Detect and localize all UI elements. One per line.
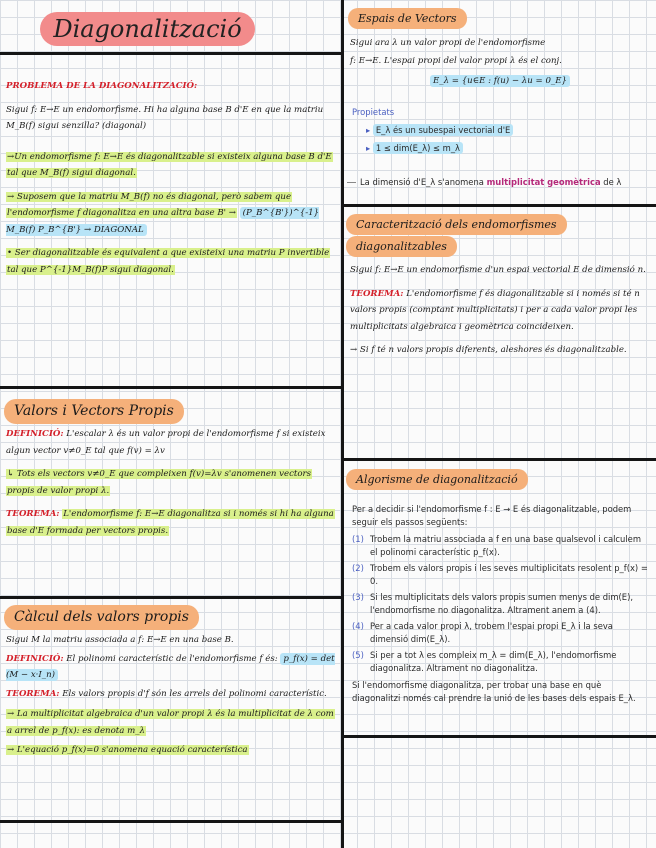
- page-title: Diagonalització: [40, 12, 255, 46]
- calcul-teo-text: Els valors propis d'f són les arrels del polinomi característic.: [62, 688, 327, 699]
- problema-section: [6, 78, 336, 285]
- algorisme-step: (4) Per a cada valor propi λ, trobem l'espai propi E_λ i la seva dimensió dim(E_λ).: [352, 621, 613, 644]
- algorisme-step: (1) Trobem la matriu associada a f en una base qualsevol i calculem el polinomi característic p_f(x).: [352, 534, 641, 557]
- caracteritzacio-teo-label: TEOREMA:: [350, 288, 404, 299]
- espais-line1: Sigui ara λ un valor propi de l'endomorfisme: [350, 38, 546, 48]
- valors-section: [6, 426, 336, 546]
- propietats-label: Propietats: [352, 107, 395, 117]
- suposem-formula: (P_B^{B'})^{-1} M_B(f) P_B^{B'} → DIAGONAL: [6, 208, 320, 235]
- calcul-title: Càlcul dels valors propis: [4, 605, 199, 630]
- def-diagonalitzable: →Un endomorfisme f: E→E és diagonalitzable si existeix alguna base B d'E tal que M_B(f) sigui diagonal.: [7, 151, 332, 178]
- espais-section: [350, 34, 650, 90]
- algorisme-step: (5) Si per a tot λ es compleix m_λ = dim(E_λ), l'endomorfisme diagonalitza. Altrament no diagonalitza.: [352, 650, 617, 673]
- calcul-def-text: El polinomi característic de l'endomorfisme f és:: [66, 653, 278, 664]
- divider: [344, 735, 656, 738]
- divider: [344, 458, 656, 461]
- algorisme-outro: Si l'endomorfisme diagonalitza, per trobar una base en què diagonalitzi només cal prendre la unió de les bases dels espais E_λ.: [352, 680, 636, 703]
- valors-def-label: DEFINICIÓ:: [6, 429, 64, 439]
- multiplicitat-geometrica-line: La dimensió d'E_λ s'anomena multiplicitat geomètrica de λ: [360, 177, 622, 187]
- bullet-icon: ▸: [366, 125, 371, 135]
- divider: [0, 52, 341, 55]
- algorisme-title: Algorisme de diagonalització: [346, 469, 528, 490]
- caracteritzacio-section: [350, 262, 650, 366]
- valors-teo-text: L'endomorfisme f: E→E diagonalitza si i només si hi ha alguna base d'E formada per vectors propis.: [7, 509, 334, 536]
- valors-teo-label: TEOREMA:: [6, 509, 60, 519]
- problema-heading: PROBLEMA DE LA DIAGONALITZACIÓ:: [6, 81, 198, 91]
- espai-propi-formula: E_λ = {u∈E : f(u) − λu = 0_E}: [430, 75, 570, 87]
- valors-title: Valors i Vectors Propis: [4, 399, 184, 424]
- polinomi-formula: p_f(x) = det (M − x·I_n): [6, 653, 335, 680]
- caracteritzacio-nota: → Si f té n valors propis diferents, aleshores és diagonalitzable.: [350, 345, 627, 355]
- divider: [0, 596, 341, 599]
- algorisme-step: (3) Si les multiplicitats dels valors propis sumen menys de dim(E), l'endomorfisme no diagonalitza. Altrament anem a (4).: [352, 592, 634, 615]
- divider: [344, 204, 656, 207]
- equacio-text: → L'equació p_f(x)=0 s'anomena equació característica: [7, 745, 248, 755]
- propietat-1: E_λ és un subespai vectorial d'E: [373, 124, 513, 136]
- calcul-section: [6, 632, 336, 766]
- algorisme-section: [352, 503, 650, 705]
- caracteritzacio-title-2: diagonalitzables: [346, 236, 457, 257]
- espais-line2: f: E→E. L'espai propi del valor propi λ és el conj.: [350, 56, 562, 66]
- caracteritzacio-title-1: Caracterització dels endomorfismes: [346, 214, 567, 235]
- problema-text: Sigui f: E→E un endomorfisme. Hi ha alguna base B d'E en que la matriu M_B(f) sigui senzilla? (diagonal): [6, 104, 324, 131]
- calcul-teo-label: TEOREMA:: [6, 688, 60, 699]
- caracteritzacio-intro: Sigui f: E→E un endomorfisme d'un espai vectorial E de dimensió n.: [350, 265, 646, 275]
- propietat-2: 1 ≤ dim(E_λ) ≤ m_λ: [373, 142, 463, 154]
- divider: [0, 820, 341, 823]
- equivalencia-text: • Ser diagonalitzable és equivalent a que existeixi una matriu P invertible tal que P^{-1}M_B(f)P sigui diagonal.: [7, 248, 330, 275]
- divider-thin: [347, 182, 356, 183]
- algorisme-intro: Per a decidir si l'endomorfisme f : E → E és diagonalitzable, podem seguir els passos següents:: [352, 504, 632, 527]
- divider: [341, 0, 344, 848]
- espais-title: Espais de Vectors: [348, 8, 467, 29]
- divider: [0, 386, 341, 389]
- vectors-propis-text: ↳ Tots els vectors v≠0_E que compleixen f(v)=λv s'anomenen vectors propis de valor propi λ.: [7, 469, 312, 496]
- caracteritzacio-teo-text: L'endomorfisme f és diagonalitzable si i només si té n valors propis (comptant multiplicitats) i per a cada valor propi les multiplicitats algebraica i geomètrica coincideixen.: [350, 288, 640, 332]
- propietats-box: [352, 106, 650, 155]
- algorisme-step: (2) Trobem els valors propis i les seves multiplicitats resolent p_f(x) = 0.: [352, 563, 648, 586]
- multiplicitat-text: → La multiplicitat algebraica d'un valor propi λ és la multiplicitat de λ com a arrel de p_f(x): es denota m_λ: [7, 709, 334, 736]
- suposem-text: → Suposem que la matriu M_B(f) no és diagonal, però sabem que l'endomorfisme f diagonalitza en una altra base B' →: [7, 191, 292, 218]
- calcul-def-label: DEFINICIÓ:: [6, 653, 64, 664]
- algorisme-steps: [352, 533, 650, 675]
- valors-def-text: L'escalar λ és un valor propi de l'endomorfisme f si existeix algun vector v≠0_E tal que f(v) = λv: [6, 429, 326, 456]
- calcul-intro: Sigui M la matriu associada a f: E→E en una base B.: [6, 635, 234, 645]
- bullet-icon: ▸: [366, 143, 371, 153]
